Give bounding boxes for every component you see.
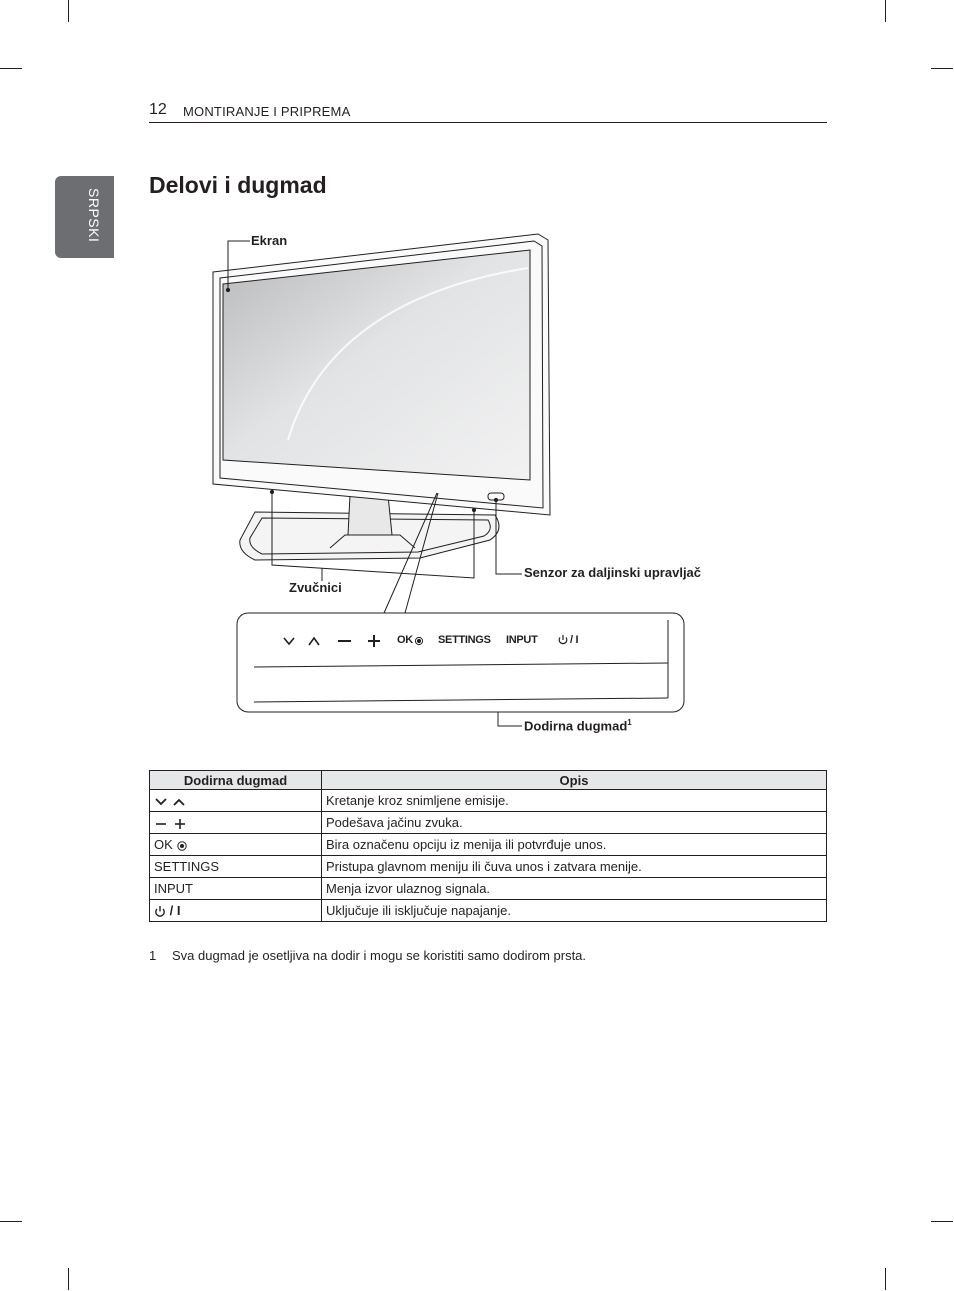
table-header-row (150, 771, 827, 790)
footnote-number: 1 (149, 948, 157, 963)
minus-plus-icon (154, 818, 190, 830)
table-cell-button (150, 790, 322, 812)
tv-illustration (213, 234, 550, 560)
table-cell-description: Bira označenu opciju iz menija ili potvrđuje unos. (322, 834, 827, 856)
table-row (150, 834, 827, 856)
table-cell-description: Uključuje ili isključuje napajanje. (322, 900, 827, 922)
crop-mark (931, 1221, 953, 1222)
table-row (150, 812, 827, 834)
table-cell-button (150, 812, 322, 834)
callout-touch-buttons-label: Dodirna dugmad (524, 718, 628, 734)
language-tab-label: SRPSKI (86, 188, 102, 243)
panel-label-ok: OK (397, 634, 413, 646)
crop-mark (0, 1221, 22, 1222)
table-cell-description: Kretanje kroz snimljene emisije. (322, 790, 827, 812)
crop-mark (68, 1268, 69, 1290)
callout-touch-buttons (524, 718, 632, 733)
table-cell-button (150, 834, 322, 856)
chevron-pair-icon (154, 796, 190, 808)
panel-label-power: / I (570, 634, 579, 646)
button-name-ok: OK (154, 837, 173, 852)
footnote-text: Sva dugmad je osetljiva na dodir i mogu se koristiti samo dodirom prsta. (172, 948, 587, 963)
table-cell-description: Menja izvor ulaznog signala. (322, 878, 827, 900)
table-cell-button: SETTINGS (150, 856, 322, 878)
table-header-description: Opis (322, 771, 827, 790)
table-cell-description: Pristupa glavnom meniju ili čuva unos i zatvara menije. (322, 856, 827, 878)
buttons-table (149, 770, 827, 922)
table-row (150, 790, 827, 812)
table-row (150, 900, 827, 922)
table-cell-button: INPUT (150, 878, 322, 900)
panel-label-input: INPUT (506, 634, 538, 646)
chevron-up-icon (174, 800, 184, 805)
page-title: Delovi i dugmad (149, 172, 327, 198)
table-row (150, 856, 827, 878)
chevron-down-icon (156, 799, 166, 804)
table-row (150, 878, 827, 900)
table-cell-button (150, 900, 322, 922)
button-name-power: / I (169, 902, 181, 918)
footnote-ref: 1 (627, 718, 632, 727)
ok-circle-icon (176, 840, 188, 852)
callout-speakers: Zvučnici (289, 580, 342, 595)
table-header-buttons: Dodirna dugmad (150, 771, 322, 790)
tv-screen (223, 250, 530, 480)
section-title: MONTIRANJE I PRIPREMA (183, 104, 351, 119)
callout-screen: Ekran (251, 233, 288, 248)
footnote (149, 948, 586, 963)
table-cell-description: Podešava jačinu zvuka. (322, 812, 827, 834)
page-number: 12 (149, 101, 167, 118)
power-icon (154, 905, 166, 918)
touch-button-panel (237, 613, 684, 712)
crop-mark (885, 1268, 886, 1290)
panel-label-settings: SETTINGS (438, 634, 491, 646)
callout-remote-sensor: Senzor za daljinski upravljač (524, 565, 702, 580)
